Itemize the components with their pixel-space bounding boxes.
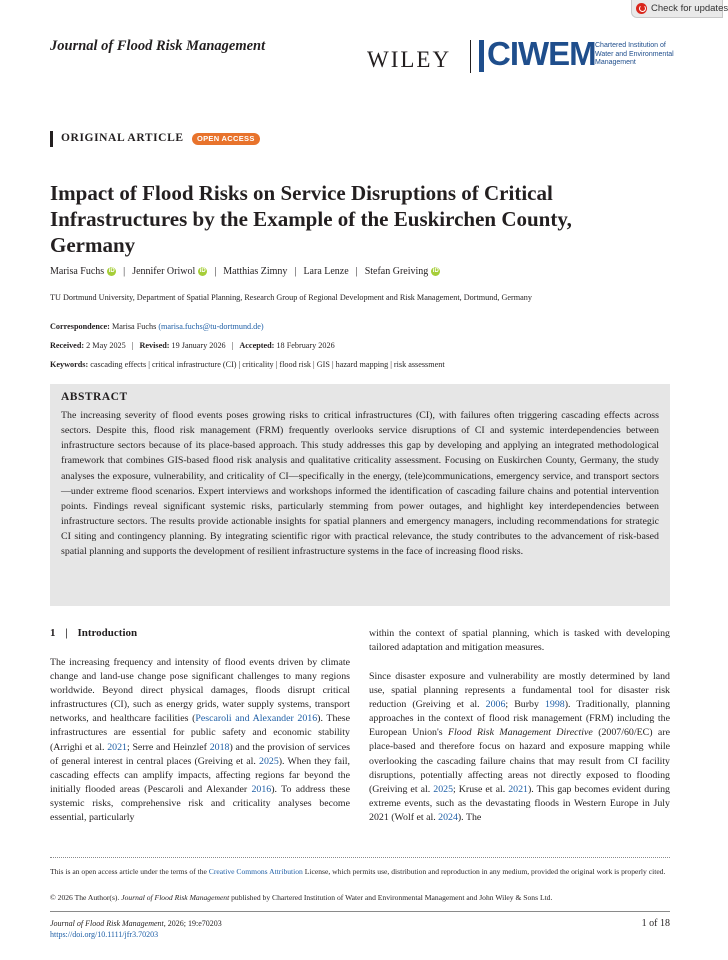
author-name: Stefan Greiving: [364, 266, 429, 277]
body-paragraph: The increasing frequency and intensity of flood events driven by climate change and land-use change pose significant challenges to many regions worldwide. Beyond direct physical damages, floods disrupt critical infrastructures (CI), such as energy grids, water supply systems, transport networks, and healthcare facilities (Pescaroli and Alexander 2016). These infrastructures are essential for public safety and economic stability (Arrighi et al. 2021; Serre and Heinzlef 2018) and the provision of services of general interest in central places (Greiving et al. 2025). When they fail, cascading effects can amplify impacts, affecting regions far beyond the initially flooded areas (Pescaroli and Alexander 2016). To address these systemic risks, comprehensive risk and criticality analyses become essential, particularly: [50, 657, 350, 824]
ciwem-logo: CIWEM: [487, 35, 596, 72]
author-name: Jennifer Oriwol: [132, 266, 196, 277]
section-heading: [50, 627, 137, 639]
article-type: ORIGINAL ARTICLE: [61, 132, 184, 144]
citation-link[interactable]: 2016: [251, 783, 272, 795]
open-access-badge: OPEN ACCESS: [192, 133, 260, 145]
journal-name: Journal of Flood Risk Management: [50, 38, 266, 54]
citation-link[interactable]: 2006: [485, 699, 506, 711]
license-link[interactable]: Creative Commons Attribution: [208, 867, 303, 876]
keywords-list: cascading effects | critical infrastructure (CI) | criticality | flood risk | GIS | hazard mapping | risk assessment: [90, 360, 445, 369]
affiliation: TU Dortmund University, Department of Spatial Planning, Research Group of Regional Development and Risk Management, Dortmund, Germany: [50, 293, 532, 302]
citation-link[interactable]: 2024: [438, 811, 458, 823]
section-separator: |: [65, 627, 68, 639]
revised-label: Revised:: [139, 341, 170, 350]
abstract-text: The increasing severity of flood events poses growing risks to critical infrastructures (CI), with failures often triggering cascading effects across sectors. Despite this, flood risk management (FRM) frequently overlooks service disruptions of CI and systemic interdependencies between infrastructure sectors because of its place-based approach. This study addresses this gap by developing and applying an integrated methodological framework that combines GIS-based flood risk analysis and qualitative criticality assessment. Focusing on Euskirchen County, Germany, the study analyses the exposure, vulnerability, and criticality of CI—specifically in the energy, (tele)communications, emergency service, and transport sectors—under extreme flood scenarios. Expert interviews and workshops informed the identification of cascading failure chains and potential intervention points. Findings reveal significant systemic risks, particularly stemming from power outages, and highlight key interdependencies between infrastructure sectors. The results provide actionable insights for spatial planners and emergency managers, including recommendations for strategic CI siting and contingency planning. By integrating scientific rigor with practical relevance, the study contributes to the advancement of risk-based spatial planning and supports the development of resilient infrastructure systems in the face of increasing flood risks.: [61, 410, 659, 558]
date-separator: |: [231, 341, 234, 350]
correspondence-name: Marisa Fuchs: [111, 322, 157, 331]
section-number: 1: [50, 627, 56, 639]
citation-link[interactable]: 2025: [433, 783, 453, 795]
correspondence: [50, 322, 264, 331]
citation-link[interactable]: 2018: [209, 741, 230, 753]
orcid-icon[interactable]: iD: [432, 268, 439, 274]
keywords-label: Keywords:: [50, 360, 89, 369]
check-for-updates-label: Check for updates: [651, 3, 728, 14]
keywords: [50, 360, 445, 369]
page-number: 1 of 18: [641, 918, 670, 929]
orcid-icon[interactable]: iD: [199, 268, 206, 274]
author[interactable]: [132, 266, 207, 277]
correspondence-email-link[interactable]: (marisa.fuchs@tu-dortmund.de): [158, 322, 264, 331]
article-title: Impact of Flood Risks on Service Disruptions of Critical Infrastructures by the Example of the Euskirchen County, Germany: [50, 181, 572, 257]
doi-link[interactable]: https://doi.org/10.1111/jfr3.70203: [50, 930, 159, 939]
orcid-icon[interactable]: iD: [108, 268, 115, 274]
author-name: Marisa Fuchs: [50, 266, 105, 277]
abstract-heading: ABSTRACT: [61, 391, 128, 403]
ciwem-logo-subtitle: Chartered Institution of Water and Environmental Management: [595, 42, 674, 66]
date-separator: |: [131, 341, 134, 350]
section-title: Introduction: [77, 627, 138, 639]
citation-link[interactable]: 2021: [508, 783, 528, 795]
author[interactable]: [223, 266, 287, 277]
author[interactable]: [365, 266, 441, 277]
author[interactable]: [50, 266, 116, 277]
body-paragraph: within the context of spatial planning, which is tasked with developing tailored adaptation and mitigation measures.: [369, 628, 670, 654]
journal-citation: Journal of Flood Risk Management, 2026; 19:e70203 https://doi.org/10.1111/jfr3.70203: [50, 919, 222, 939]
author[interactable]: [303, 266, 348, 277]
correspondence-label: Correspondence:: [50, 322, 110, 331]
accepted-date: 18 February 2026: [276, 341, 335, 350]
author-separator: |: [294, 266, 297, 277]
check-for-updates-button[interactable]: [631, 0, 728, 18]
directive-name: Flood Risk Management Directive: [448, 727, 593, 739]
revised-date: 19 January 2026: [171, 341, 226, 350]
copyright-note: © 2026 The Author(s). Journal of Flood Risk Management published by Chartered Institution of Water and Environmental Management and John Wiley & Sons Ltd.: [50, 893, 553, 902]
author-separator: |: [214, 266, 217, 277]
received-date: 2 May 2025: [86, 341, 126, 350]
author-name: Matthias Zimny: [223, 266, 288, 277]
ciwem-logo-mark: [479, 40, 484, 72]
received-label: Received:: [50, 341, 85, 350]
logo-divider: [470, 40, 471, 73]
body-paragraph: Since disaster exposure and vulnerability are mostly determined by land use, spatial planning represents a fundamental tool for disaster risk reduction (Greiving et al. 2006; Burby 1998). Traditionally, planning approaches in the context of flood risk management (FRM) including the European Union's Flood Risk Management Directive (2007/60/EC) are place-based and therefore focus on hazard and exposure mapping while overlooking the cascading failure chains that may result from CI facility disruptions, potentially affecting areas not directly exposed to flooding (Greiving et al. 2025; Kruse et al. 2021). This gap becomes evident during extreme events, such as the devastating floods in Western Europe in July 2021 (Wolf et al. 2024). The: [369, 671, 671, 823]
author-separator: |: [123, 266, 126, 277]
author-list: [50, 266, 440, 277]
accepted-label: Accepted:: [239, 341, 275, 350]
citation-link[interactable]: 2021: [107, 741, 127, 753]
citation-link[interactable]: 1998: [544, 699, 565, 711]
article-type-marker: [50, 131, 53, 147]
citation-link[interactable]: 2025: [259, 755, 279, 767]
wiley-logo: WILEY: [367, 47, 452, 72]
author-separator: |: [355, 266, 358, 277]
citation-link[interactable]: Pescaroli and Alexander 2016: [195, 713, 318, 725]
refresh-icon: [636, 3, 647, 14]
footer-rule: [50, 911, 670, 912]
footer-divider: [50, 857, 670, 858]
author-name: Lara Lenze: [303, 266, 349, 277]
article-dates: [50, 341, 335, 350]
license-note: This is an open access article under the terms of the Creative Commons Attribution License, which permits use, distribution and reproduction in any medium, provided the original work is properly cited.: [50, 867, 666, 876]
